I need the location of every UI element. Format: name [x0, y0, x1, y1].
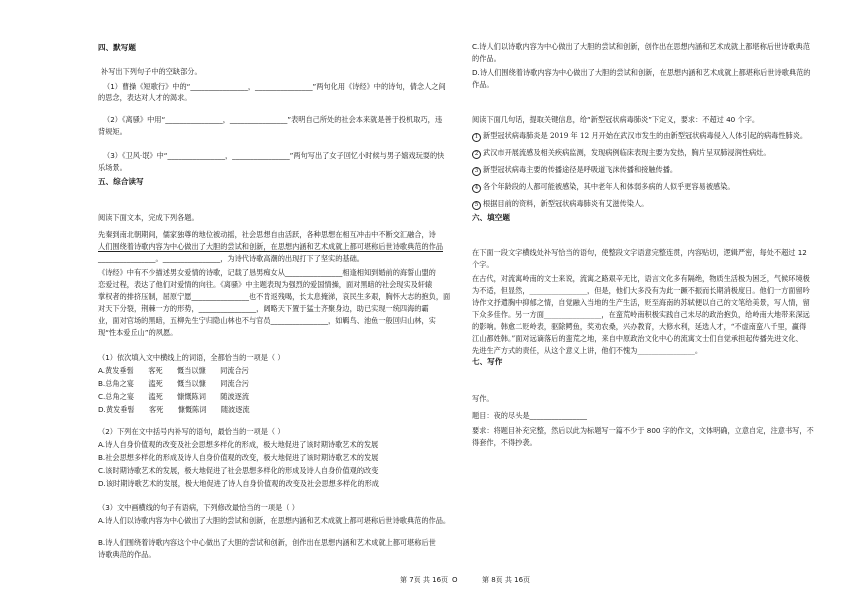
- writing-label: 写作。: [472, 394, 494, 403]
- q5-2-option-a[interactable]: A.诗人自身价值观的改变及社会思想多样化的形成，极大地促进了该时期诗歌艺术的发展: [98, 440, 379, 449]
- q5-1-option-d[interactable]: D.黄发垂髫 客死 慷慨陈词 随波逐流: [98, 405, 250, 414]
- q3-line-2: 乐场景。: [98, 163, 127, 172]
- right-page-number: 第 8页 共 16页: [482, 576, 531, 584]
- fill-passage-line-4: 下众多佳作。另一方面________________，在蛮荒岭南积极实践自己未尽的政治抱负，给岭南大地带来深远: [472, 310, 810, 319]
- section-4-intro: 补写出下列句子中的空缺部分。: [101, 67, 202, 76]
- circled-number-2: 2: [472, 150, 481, 159]
- passage-p1-line-1: 先秦到南北朝期间，儒家独尊的地位被动摇，社会思想自由活跃，各种思想在相互冲击中不断交汇融合，诗: [98, 230, 436, 239]
- fill-passage-line-3: 诗作文抒遣胸中抑郁之情，自觉融入当地的生产生活，贬至海南的苏轼便以自己的文笔给美景，写人情，留: [472, 298, 810, 307]
- circled-number-3: 3: [472, 167, 481, 176]
- left-page-number: 第 7页 共 16页: [400, 576, 449, 584]
- q5-3-option-a[interactable]: A.诗人们以诗歌内容为中心做出了大胆的尝试和创新，在思想内涵和艺术成就上都可堪称后世诗歌典范的作品。: [98, 516, 451, 525]
- q5-2-stem: （2）下列在文中括号内补写的语句，最恰当的一项是（ ）: [98, 427, 285, 436]
- fill-instruction-line-1: 在下面一段文字横线处补写恰当的语句，使整段文字语意完整连贯，内容贴切，逻辑严密，每处不超过 12: [472, 248, 807, 257]
- passage-p2-line-6: 现“性本爱丘山”的夙愿。: [98, 328, 178, 337]
- passage-p1-line-2-underlined: 人们围绕着诗歌内容为中心做出了大胆的尝试和创新，在思想内涵和艺术成就上都可堪称后世诗歌典范的作品: [98, 242, 444, 251]
- q5-3-option-c-line-2: 的作品。: [472, 54, 501, 63]
- passage-p2-line-2: 恋爱过程，表达了他们对爱情的向往。《离骚》中主题表现为强烈的爱国情操，面对黑暗的社会现实及轩辕: [98, 280, 433, 289]
- section-5-title: 五、综合读写: [98, 177, 144, 186]
- q5-1-option-b[interactable]: B.总角之宴 溘死 慨当以慷 同流合污: [98, 379, 249, 388]
- q2-line-1: （2）《离骚》中用“________________，________________”表明自己所处的社会本来就是善于投机取巧，违: [103, 115, 443, 124]
- q5-1-option-a[interactable]: A.黄发垂髫 客死 慨当以慷 同流合污: [98, 366, 249, 375]
- q5-3-option-b-line-1[interactable]: B.诗人们围绕着诗歌内容这个中心做出了大胆的尝试和创新，创作出在思想内涵和艺术成就上都可堪称后世: [98, 538, 436, 547]
- fill-passage-line-1: 在古代，对流寓岭南的文士来说，流寓之路艰辛无比，语言文化多有隔绝，物质生活极为困乏，气候环境极: [472, 274, 810, 283]
- fill-passage-line-6: 江山都姓韩。”面对远谪落后的蛮荒之地，来自中原政治文化中心的流寓文士们自觉承担起传播先进文化、: [472, 334, 803, 343]
- q5-3-stem: （3）文中画横线的句子有语病，下列修改最恰当的一项是（ ）: [98, 503, 299, 512]
- passage-p2-line-5: 业，面对官场的黑暗，五柳先生宁归隐山林也不与官员________________，如羁鸟、池鱼一般回归山林，实: [98, 316, 436, 325]
- circled-number-5: 5: [472, 201, 481, 210]
- q3-line-1: （3）《卫风·氓》中“________________，________________”两句写出了女子回忆小时候与男子嬉戏玩耍的快: [103, 151, 445, 160]
- section-4-title: 四、默写题: [98, 43, 136, 52]
- q5-3-option-b-line-2: 诗歌典范的作品。: [98, 550, 156, 559]
- fill-instruction-line-2: 个字。: [472, 260, 494, 269]
- reading-intro: 阅读下面文本，完成下列各题。: [98, 213, 199, 222]
- writing-topic: 题目：夜的尽头是________________: [472, 411, 588, 420]
- info-item-1: 1 新型冠状病毒肺炎是 2019 年 12 月开始在武汉市发生的由新型冠状病毒侵入人体引起的病毒性肺炎。: [472, 131, 807, 142]
- section-6-title: 六、填空题: [472, 213, 510, 222]
- writing-requirements-line-1: 要求：将题目补充完整，然后以此为标题写一篇不少于 800 字的作文，文体明确，立意自定，注意书写，不: [472, 426, 814, 435]
- passage-p1-line-3: ________________。________________，为诗代诗歌高潮的出现打下了坚实的基础。: [98, 254, 364, 263]
- info-item-2: 2 武汉市开展流感及相关疾病监测，发现病例临床表现主要为发热，胸片呈双肺浸润性病灶。: [472, 148, 771, 159]
- info-item-5: 5 根据目前的资料，新型冠状病毒肺炎有艾滋传染人。: [472, 199, 648, 210]
- q5-3-option-d-line-1[interactable]: D.诗人们围绕着诗歌内容为中心做出了大胆的尝试和创新，在思想内涵和艺术成就上都堪称后世诗歌典范的: [472, 68, 811, 77]
- circled-number-1: 1: [472, 133, 481, 142]
- passage-p2-line-1: 《诗经》中有不少描述男女爱情的诗歌，记载了恳男痴女从________________相逢相知到婚前的海誓山盟的: [98, 268, 436, 277]
- info-item-3: 3 新型冠状病毒主要的传播途径是呼吸道飞沫传播和接触传播。: [472, 165, 677, 176]
- info-item-4: 4 各个年龄段的人都可能被感染，其中老年人和体弱多病的人似乎更容易被感染。: [472, 182, 735, 193]
- q5-1-option-c[interactable]: C.总角之宴 溘死 慷慨陈词 随波逐流: [98, 392, 250, 401]
- definition-task-intro: 阅读下面几句话，提取关键信息，给“新型冠状病毒肺炎”下定义，要求：不超过 40 个字。: [472, 115, 760, 124]
- fill-passage-line-5: 的影响。韩愈二贬岭表，驱除鳄鱼，奖劝农桑，兴办教育，大修水利，延选人才，“不虚南蛮八千里，赢得: [472, 322, 807, 331]
- passage-p2-line-3: 掌权者的排挤压制，屈原宁愿________________也不肯返残喝，长太息掩涕，哀民生多艰，胸怀大志的抱负，面: [98, 292, 451, 301]
- page-separator: O: [452, 576, 458, 584]
- q5-3-option-c-line-1[interactable]: C.诗人们以诗歌内容为中心做出了大胆的尝试和创新，创作出在思想内涵和艺术成就上都堪称后世诗歌典范: [472, 42, 810, 51]
- q2-line-2: 背规矩。: [98, 127, 127, 136]
- section-7-title: 七、写作: [472, 357, 503, 366]
- passage-p2-line-4: 对天下分裂，荆棘一方的形势，________________，阔略天下置于猛士齐聚身边，助已实现一统四海的霸: [98, 304, 429, 313]
- circled-number-4: 4: [472, 184, 481, 193]
- fill-passage-line-7: 先进生产方式的责任，从这个意义上讲，他们不愧为________________。: [472, 346, 703, 355]
- q1-line-2: 的思念，表达对人才的渴求。: [98, 93, 192, 102]
- q5-1-stem: （1）依次填入文中横线上的词语，全都恰当的一项是（ ）: [98, 353, 285, 362]
- q1-line-1: （1）曹操《短歌行》中的“________________，________________”两句化用《诗经》中的诗句，倩念人之间: [103, 82, 446, 91]
- q5-2-option-c[interactable]: C.该时期诗歌艺术的发展，极大地促进了社会思想多样化的形成及诗人自身价值观的改变: [98, 466, 379, 475]
- fill-passage-line-2: 为不适，但显然，________________，但是，他们大多没有为此一蹶不振而长期消极度日。他们一方面留吟: [472, 286, 810, 295]
- q5-3-option-d-line-2: 作品。: [472, 80, 494, 89]
- q5-2-option-d[interactable]: D.该时期诗歌艺术的发展，极大地促进了诗人自身价值观的改变及社会思想多样化的形成: [98, 479, 379, 488]
- writing-requirements-line-2: 得套作，不得抄袭。: [472, 438, 537, 447]
- q5-2-option-b[interactable]: B.社会思想多样化的形成及诗人自身价值观的改变，极大地促进了该时期诗歌艺术的发展: [98, 453, 379, 462]
